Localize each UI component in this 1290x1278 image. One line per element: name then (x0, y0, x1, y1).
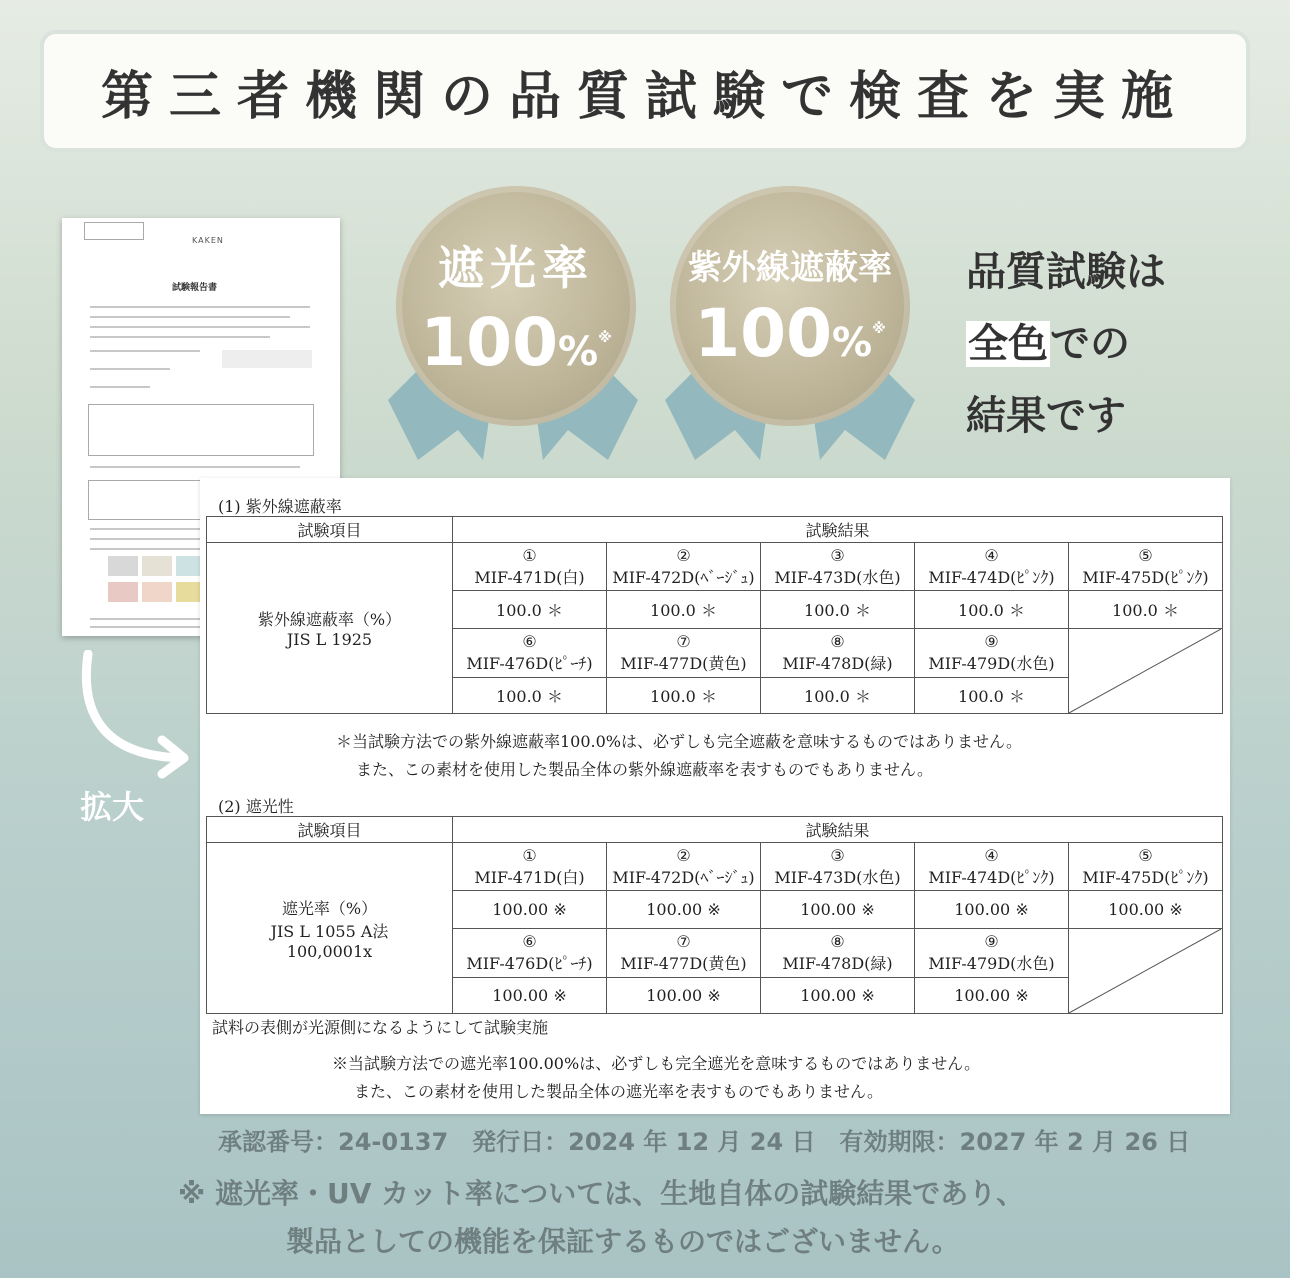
sample-cell: ④ MIF-474D(ﾋﾟﾝｸ) (915, 543, 1069, 591)
sample-cell: ⑦ MIF-477D(黄色) (607, 629, 761, 678)
expand-label: 拡大 (80, 788, 145, 826)
value-cell: 100.00 ※ (761, 977, 915, 1013)
shade-note: ※当試験方法での遮光率100.00%は、必ずしも完全遮光を意味するものではありません。 また、この素材を使用した製品全体の遮光率を表すものでもありません。 (332, 1054, 981, 1101)
sample-cell: ② MIF-472D(ﾍﾞｰｼﾞｭ) (607, 543, 761, 591)
test-results-sheet (200, 478, 1230, 1114)
shade-item-cell: 遮光率（%） JIS L 1055 A法 100,0001x (207, 843, 453, 1014)
medal-shading-rate (396, 186, 636, 426)
empty-diagonal-cell (1069, 629, 1223, 714)
uv-item-cell: 紫外線遮蔽率（%） JIS L 1925 (207, 543, 453, 714)
uv-note: ＊当試験方法での紫外線遮蔽率100.0%は、必ずしも完全遮蔽を意味するものではありません。 また、この素材を使用した製品全体の紫外線遮蔽率を表すものでもありません。 (336, 732, 1022, 779)
sample-cell: ① MIF-471D(白) (453, 843, 607, 891)
sample-cell: ⑥ MIF-476D(ﾋﾟｰﾁ) (453, 629, 607, 678)
sample-cell: ① MIF-471D(白) (453, 543, 607, 591)
medal-uv-rate (670, 186, 910, 426)
value-cell: 100.00 ※ (915, 891, 1069, 929)
shade-results-table (206, 816, 1223, 1014)
page-title: 第三者機関の品質試験で検査を実施 (100, 66, 1189, 127)
highlight-text: 全色 (968, 321, 1048, 367)
sample-cell: ③ MIF-473D(水色) (761, 843, 915, 891)
value-cell: 100.0 ＊ (453, 677, 607, 713)
header-result: 試験結果 (453, 817, 1223, 843)
shade-section-title: (2) 遮光性 (218, 797, 294, 816)
sample-cell: ⑧ MIF-478D(緑) (761, 629, 915, 678)
empty-diagonal-cell (1069, 929, 1223, 1014)
value-cell: 100.0 ＊ (453, 591, 607, 629)
value-cell: 100.0 ＊ (607, 591, 761, 629)
sample-cell: ⑨ MIF-479D(水色) (915, 929, 1069, 978)
sample-cell: ⑤ MIF-475D(ﾋﾟﾝｸ) (1069, 543, 1223, 591)
disclaimer-line-1: ※ 遮光率・UV カット率については、生地自体の試験結果であり、 (178, 1177, 1025, 1210)
value-cell: 100.0 ＊ (915, 677, 1069, 713)
uv-results-table (206, 516, 1223, 714)
medal-percent: 100%※ (694, 295, 886, 372)
thumbnail-stamp (84, 222, 144, 240)
value-cell: 100.00 ※ (607, 977, 761, 1013)
value-cell: 100.00 ※ (453, 977, 607, 1013)
sample-cell: ④ MIF-474D(ﾋﾟﾝｸ) (915, 843, 1069, 891)
sample-orientation-note: 試料の表側が光源側になるようにして試験実施 (212, 1018, 549, 1037)
medal-label: 遮光率 (438, 240, 594, 295)
value-cell: 100.0 ＊ (607, 677, 761, 713)
side-caption: 品質試験は 全色での 結果です (966, 249, 1166, 439)
sample-cell: ⑤ MIF-475D(ﾋﾟﾝｸ) (1069, 843, 1223, 891)
header-item: 試験項目 (207, 817, 453, 843)
header-result: 試験結果 (453, 517, 1223, 543)
value-cell: 100.00 ※ (453, 891, 607, 929)
sample-cell: ⑥ MIF-476D(ﾋﾟｰﾁ) (453, 929, 607, 978)
disclaimer-line-2: 製品としての機能を保証するものではございません。 (286, 1225, 960, 1258)
value-cell: 100.00 ※ (915, 977, 1069, 1013)
sample-cell: ② MIF-472D(ﾍﾞｰｼﾞｭ) (607, 843, 761, 891)
thumbnail-doc-title: 試験報告書 (172, 283, 218, 293)
value-cell: 100.0 ＊ (915, 591, 1069, 629)
sample-cell: ⑧ MIF-478D(緑) (761, 929, 915, 978)
value-cell: 100.00 ※ (607, 891, 761, 929)
value-cell: 100.00 ※ (761, 891, 915, 929)
value-cell: 100.0 ＊ (761, 677, 915, 713)
approval-info: 承認番号：24-0137 発行日：2024 年 12 月 24 日 有効期限：2027 年 2 月 26 日 (218, 1128, 1191, 1156)
value-cell: 100.0 ＊ (761, 591, 915, 629)
sample-cell: ⑨ MIF-479D(水色) (915, 629, 1069, 678)
title-banner (40, 30, 1250, 152)
header-item: 試験項目 (207, 517, 453, 543)
expand-arrow-icon (70, 650, 200, 780)
medal-label: 紫外線遮蔽率 (688, 248, 892, 288)
medal-percent: 100%※ (420, 303, 612, 381)
uv-section-title: (1) 紫外線遮蔽率 (218, 497, 342, 516)
value-cell: 100.00 ※ (1069, 891, 1223, 929)
thumbnail-kaken-logo: KAKEN (192, 236, 224, 245)
sample-cell: ⑦ MIF-477D(黄色) (607, 929, 761, 978)
value-cell: 100.0 ＊ (1069, 591, 1223, 629)
sample-cell: ③ MIF-473D(水色) (761, 543, 915, 591)
